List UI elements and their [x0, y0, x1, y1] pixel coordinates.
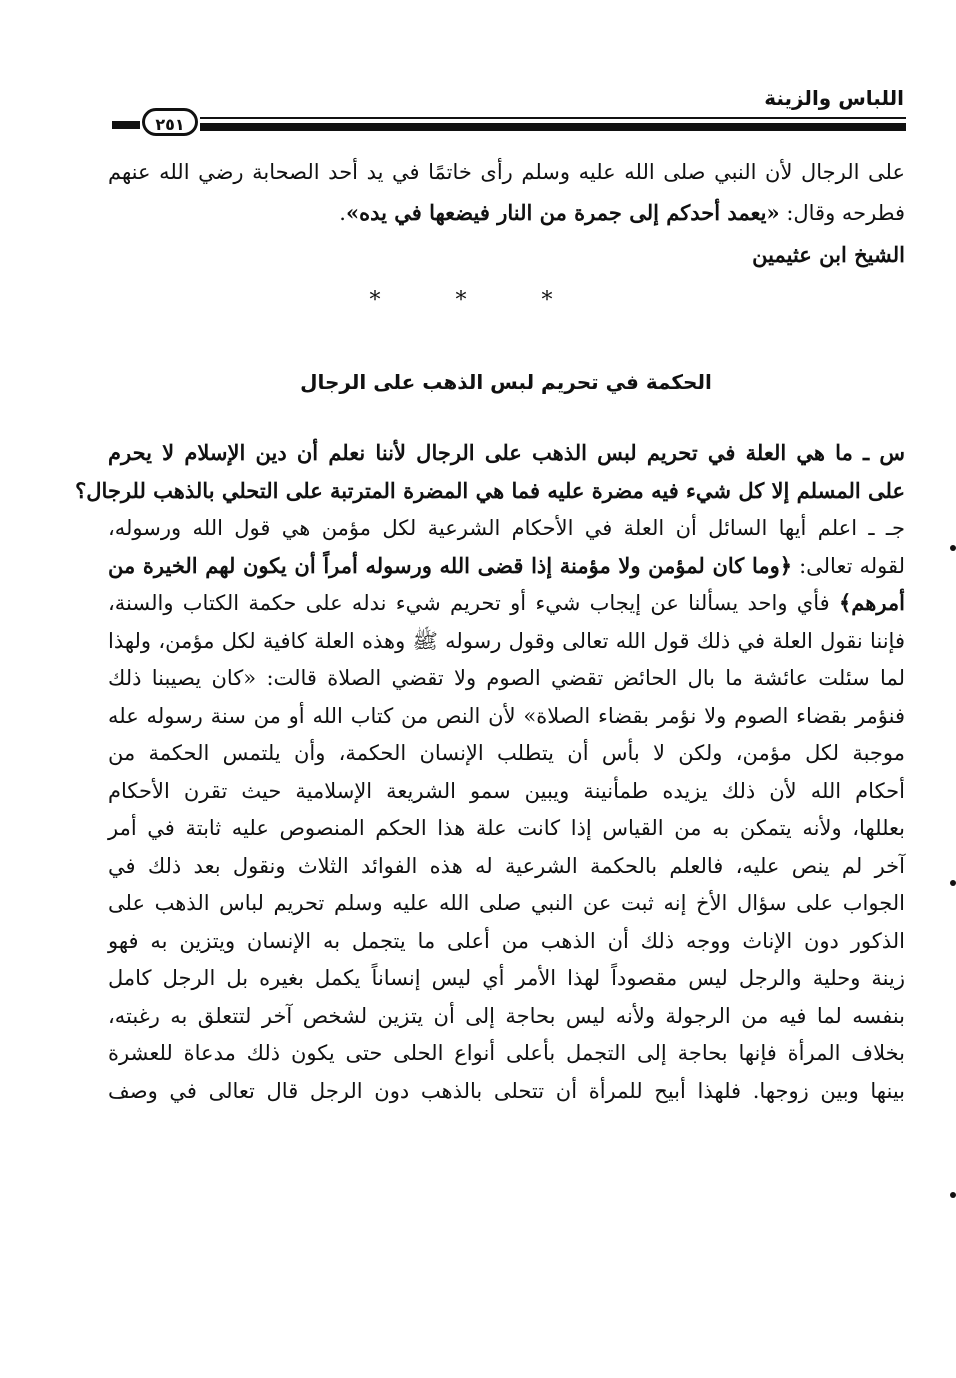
text-segment: موجبة لكل مؤمن، ولكن لا بأس أن يتطلب الإنسان الحكمة، وأن يلتمس الحكمة من: [108, 741, 905, 765]
text-line: [108, 926, 905, 956]
text-segment: على الرجال لأن النبي صلى الله عليه وسلم رأى خاتمًا في يد أحد الصحابة رضي الله عنهم: [108, 160, 905, 184]
text-segment: .: [339, 201, 346, 225]
text-line: [108, 240, 905, 270]
text-segment: لقوله تعالى:: [792, 553, 905, 578]
text-line: [108, 157, 905, 187]
text-segment: ﴿وما كان لمؤمن ولا مؤمنة إذا قضى الله ورسوله أمراً أن يكون لهم الخيرة من: [108, 552, 793, 578]
text-line: [108, 776, 905, 806]
header-rule-left: [112, 121, 140, 129]
scan-mark: [950, 545, 956, 551]
text-segment: بنفسه لما فيه من الرجولة ولأنه ليس بحاجة إلى أن يتزين لشخص آخر لتتعلق به رغبته،: [108, 1003, 905, 1028]
text-segment: فنؤمر بقضاء الصوم ولا نؤمر بقضاء الصلاة» لأن النص من كتاب الله أو من سنة رسوله عله: [108, 703, 905, 728]
page-number: ٢٥١: [142, 108, 198, 136]
text-line: [108, 813, 905, 843]
text-segment: فإننا نقول العلة في ذلك قول الله تعالى وقول رسوله ﷺ وهذه العلة كافية لكل مؤمن، ولهذا: [108, 628, 905, 653]
section-title: الحكمة في تحريم لبس الذهب على الرجال: [300, 370, 712, 394]
text-segment: آخر لم ينص عليه، فالعلم بالحكمة الشرعية له هذه الفوائد الثلاث ونقول بعد ذلك في: [108, 853, 905, 878]
text-segment: فأي واحد يسألنا عن إيجاب شيء أو تحريم شيء ندله على حكمة الكتاب والسنة،: [108, 591, 839, 615]
scan-mark: [950, 1192, 956, 1198]
text-segment: الشيخ ابن عثيمين: [752, 242, 905, 267]
text-segment: بعللها، ولأنه يتمكن به من القياس إذا كانت علة هذا الحكم المنصوص عليه ثابتة في أمر: [108, 816, 905, 840]
text-line: [108, 738, 905, 768]
text-line: [108, 851, 905, 881]
text-segment: فطرحه وقال:: [779, 201, 905, 225]
text-segment: على المسلم إلا كل شيء فيه مضرة عليه فما هي المضرة المترتبة على التحلي بالذهب للرجال؟: [75, 477, 905, 503]
text-segment: جـ ـ اعلم أيها السائل أن العلة في الأحكام الشرعية لكل مؤمن هي قول الله ورسوله،: [108, 516, 905, 540]
header-rule-thick: [200, 123, 906, 131]
text-line: [108, 1001, 905, 1031]
text-line: [75, 476, 905, 506]
text-line: [108, 888, 905, 918]
text-segment: لما سئلت عائشة ما بال الحائض تقضي الصوم ولا تقضي الصلاة قالت: «كان يصيبنا ذلك: [108, 666, 905, 690]
text-segment: أمرهم﴾: [838, 590, 905, 615]
separator-stars: * * *: [369, 288, 587, 313]
text-segment: الجواب على سؤال الأخ إنه ثبت عن النبي صلى الله عليه وسلم تحريم لباس الذهب على: [108, 891, 905, 915]
text-line: [108, 626, 905, 656]
header-rule-thin: [200, 117, 906, 119]
text-line: [108, 701, 905, 731]
text-line: [108, 438, 905, 468]
text-line: [108, 1076, 905, 1106]
text-line: [108, 198, 905, 228]
text-line: [108, 588, 905, 618]
text-line: [108, 1038, 905, 1068]
text-segment: أحكام الله لأن ذلك يزيده طمأنينة ويبين سمو الشريعة الإسلامية حيث تقرن الأحكام: [108, 778, 905, 803]
text-line: [108, 663, 905, 693]
text-segment: الذكور دون الإناث ووجه ذلك أن الذهب من أعلى ما يتجمل به الإنسان ويتزين به فهو: [108, 928, 905, 953]
scan-mark: [950, 880, 956, 886]
text-segment: بينها وبين زوجها. فلهذا أبيح للمرأة أن تتحلى بالذهب دون الرجل قال تعالى في وصف: [108, 1078, 905, 1103]
text-segment: «يعمد أحدكم إلى جمرة من النار فيضعها في يده»: [345, 200, 780, 225]
running-title: اللباس والزينة: [764, 86, 904, 110]
text-segment: س ـ ما هي العلة في تحريم لبس الذهب على الرجال لأننا نعلم أن دين الإسلام لا يحرم: [108, 440, 905, 465]
text-line: [108, 513, 905, 543]
text-line: [108, 963, 905, 993]
text-segment: زينة وحلية والرجل ليس مقصوداً لهذا الأمر أي ليس إنساناً يكمل بغيره بل الرجل كامل: [108, 966, 905, 990]
text-line: [108, 551, 905, 581]
text-segment: بخلاف المرأة فإنها بحاجة إلى التجمل بأعلى أنواع الحلى حتى يكون ذلك مدعاة للعشرة: [108, 1041, 905, 1065]
